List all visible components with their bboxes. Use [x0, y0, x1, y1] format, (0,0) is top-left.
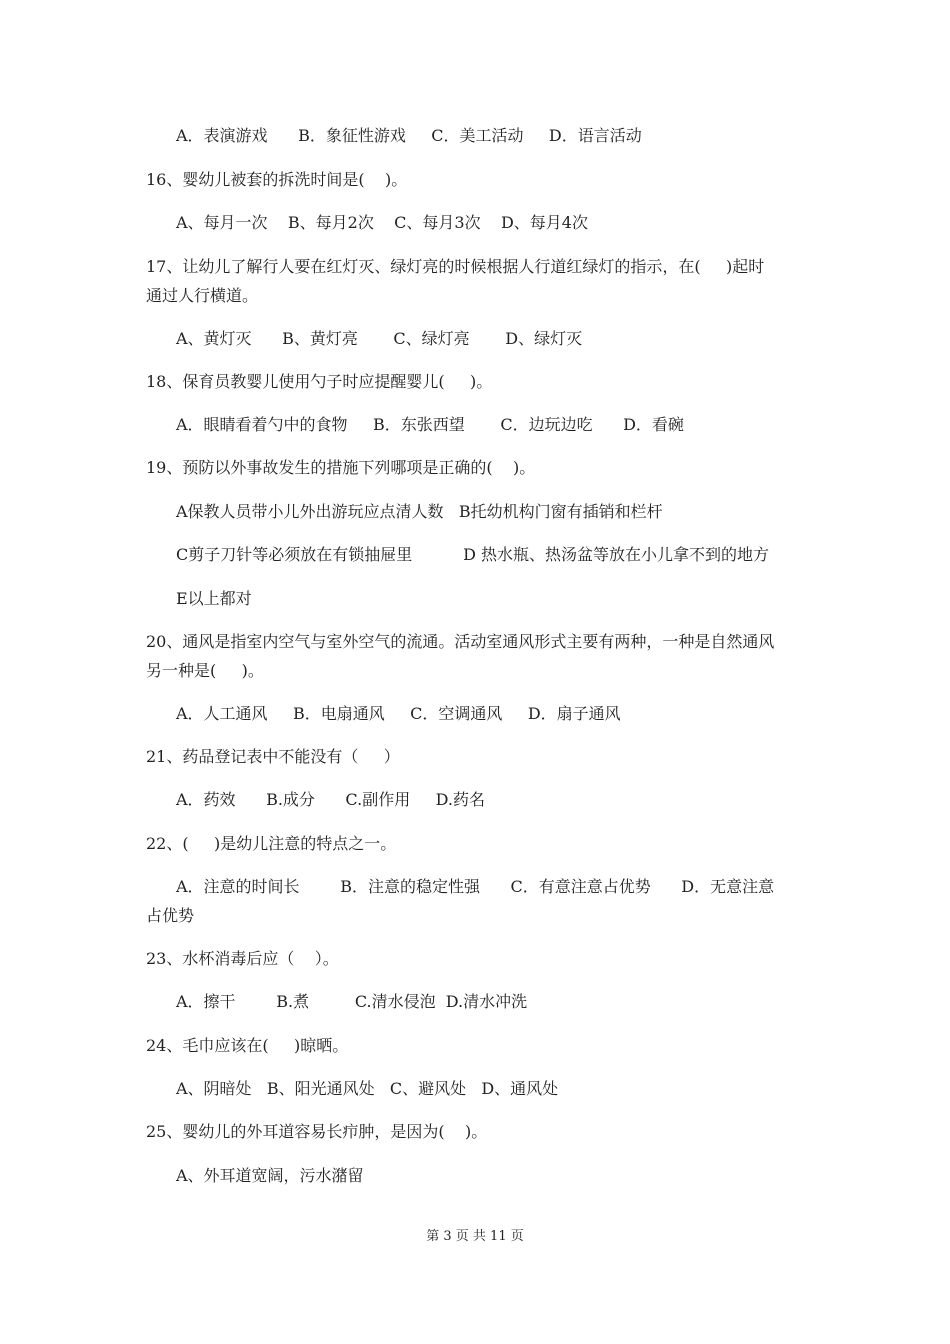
- question-20-line2: 另一种是( )。: [146, 661, 264, 680]
- page-footer: 第 3 页 共 11 页: [426, 1229, 524, 1244]
- question-21: 21、药品登记表中不能没有（ ）: [146, 747, 400, 766]
- question-16: 16、婴幼儿被套的拆洗时间是( )。: [146, 170, 408, 189]
- q19-options-cd: C剪子刀针等必须放在有锁抽屉里 D 热水瓶、热汤盆等放在小儿拿不到的地方: [176, 545, 770, 564]
- q22-options-line1: A．注意的时间长 B．注意的稳定性强 C．有意注意占优势 D．无意注意: [176, 877, 775, 896]
- question-17-line2: 通过人行横道。: [146, 286, 259, 305]
- q20-options: A．人工通风 B．电扇通风 C．空调通风 D．扇子通风: [176, 704, 621, 723]
- question-20-line1: 20、通风是指室内空气与室外空气的流通。活动室通风形式主要有两种，一种是自然通风: [146, 632, 775, 651]
- q21-options: A．药效 B.成分 C.副作用 D.药名: [176, 790, 485, 809]
- question-19: 19、预防以外事故发生的措施下列哪项是正确的( )。: [146, 458, 536, 477]
- q22-options-line2: 占优势: [146, 906, 195, 925]
- question-17-line1: 17、让幼儿了解行人要在红灯灭、绿灯亮的时候根据人行道红绿灯的指示，在( )起时: [146, 257, 765, 276]
- q16-options: A、每月一次 B、每月2次 C、每月3次 D、每月4次: [176, 213, 588, 232]
- question-23: 23、水杯消毒后应（ ）。: [146, 949, 339, 968]
- q18-options: A．眼睛看着勺中的食物 B．东张西望 C．边玩边吃 D．看碗: [176, 415, 684, 434]
- q24-options: A、阴暗处 B、阳光通风处 C、避风处 D、通风处: [176, 1079, 559, 1098]
- question-18: 18、保育员教婴儿使用勺子时应提醒婴儿( )。: [146, 372, 493, 391]
- question-24: 24、毛巾应该在( )晾晒。: [146, 1036, 349, 1055]
- q19-option-e: E以上都对: [176, 589, 252, 608]
- question-22: 22、( )是幼儿注意的特点之一。: [146, 834, 397, 853]
- q23-options: A．擦干 B.煮 C.清水侵泡 D.清水冲洗: [176, 992, 528, 1011]
- question-25: 25、婴幼儿的外耳道容易长疖肿，是因为( )。: [146, 1122, 488, 1141]
- q15-options: A．表演游戏 B．象征性游戏 C．美工活动 D．语言活动: [176, 126, 642, 145]
- q19-options-ab: A保教人员带小儿外出游玩应点清人数 B托幼机构门窗有插销和栏杆: [176, 502, 663, 521]
- q25-option-a: A、外耳道宽阔，污水潴留: [176, 1166, 364, 1185]
- q17-options: A、黄灯灭 B、黄灯亮 C、绿灯亮 D、绿灯灭: [176, 329, 583, 348]
